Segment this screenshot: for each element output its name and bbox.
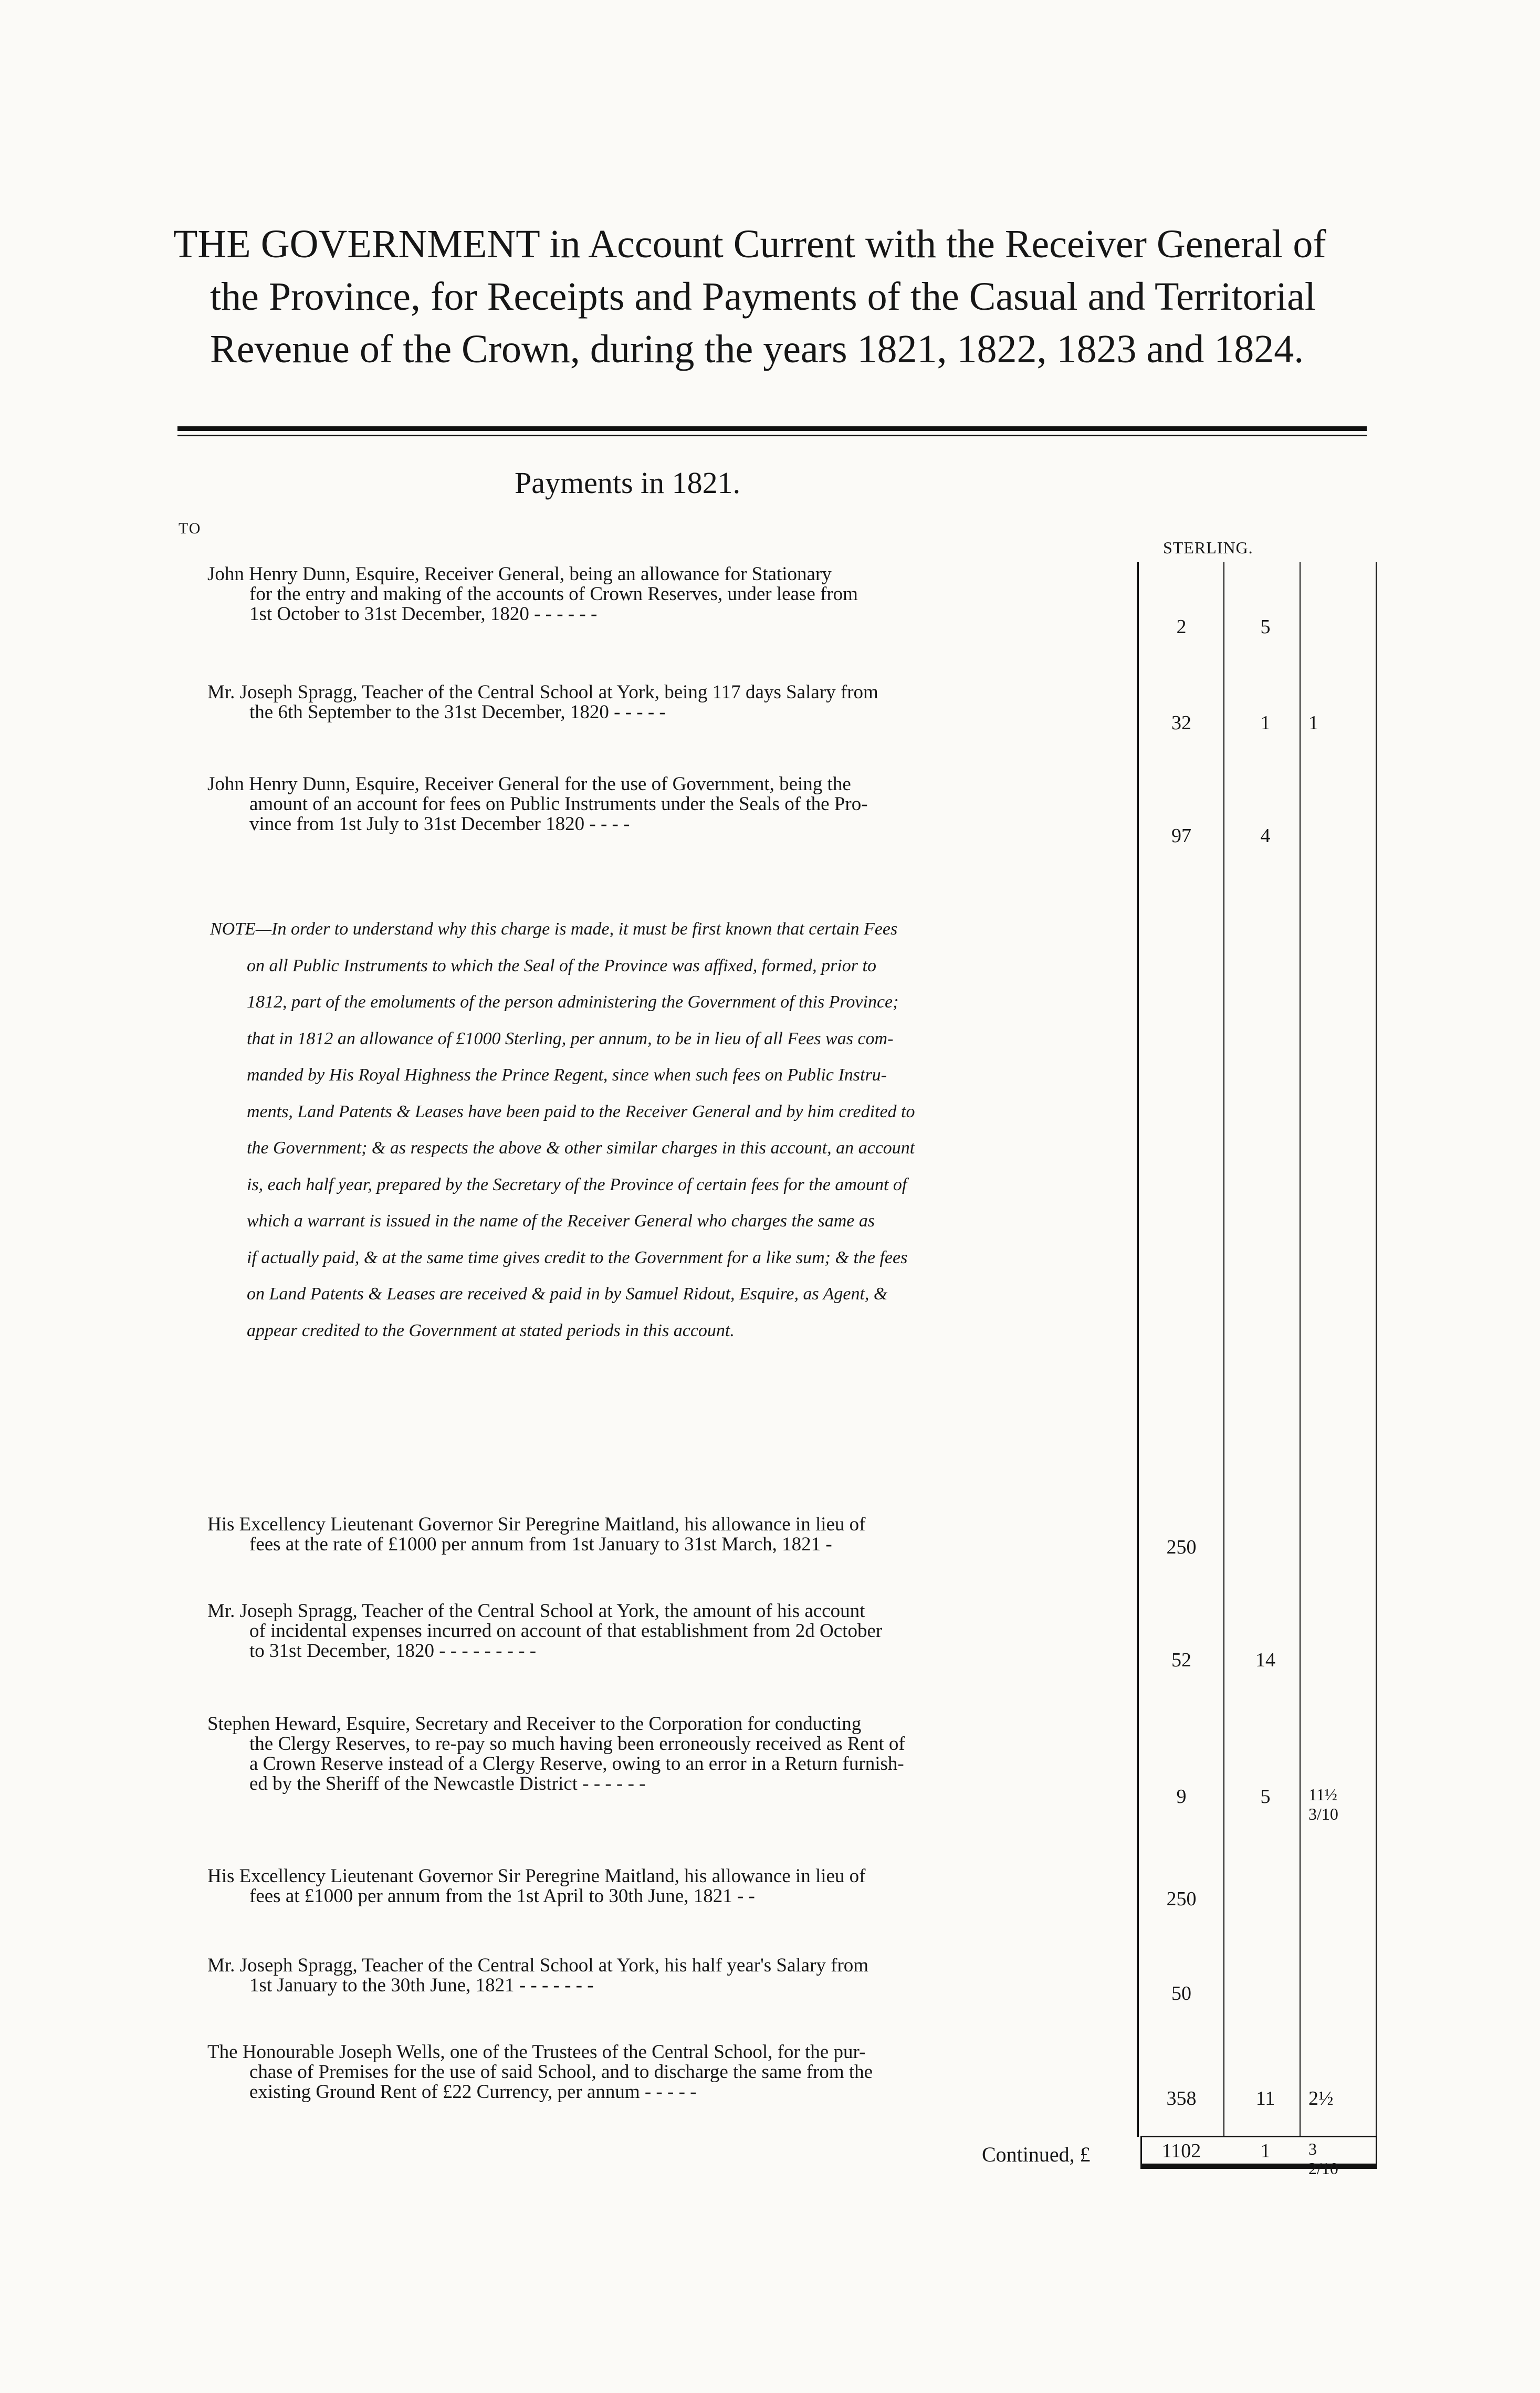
amount-pounds: 50: [1171, 1982, 1191, 2004]
to-label: TO: [179, 520, 202, 537]
ledger-entry: [207, 683, 1116, 722]
ledger-entry: [207, 1601, 1116, 1661]
note-line: if actually paid, & at the same time gives credit to the Government for a like sum; & the fees: [247, 1247, 908, 1267]
heading-line-1: THE GOVERNMENT in Account Current with the Receiver General of: [173, 222, 1326, 266]
amount-pounds: 2: [1176, 616, 1187, 638]
ledger-entry: [207, 2042, 1116, 2102]
total-shillings: 1: [1260, 2140, 1271, 2162]
explanatory-note: [210, 911, 1134, 1349]
amount-pence: 2½: [1308, 2087, 1334, 2109]
entry-line: to 31st December, 1820 - - - - - - - - -: [249, 1640, 537, 1662]
amount-shillings: 14: [1255, 1649, 1275, 1671]
entry-line: Mr. Joseph Spragg, Teacher of the Central School at York, being 117 days Salary from: [207, 681, 878, 703]
entry-line: John Henry Dunn, Esquire, Receiver General, being an allowance for Stationary: [207, 563, 832, 585]
amount-pounds: 250: [1166, 1888, 1197, 1910]
ledger-entry: [207, 1956, 1116, 1996]
amount-pounds: 32: [1171, 712, 1191, 734]
amount-pence: 11½ 3/10: [1308, 1785, 1338, 1823]
column-rule-shillings: [1300, 562, 1301, 2137]
amount-pounds: 358: [1166, 2087, 1197, 2109]
entry-line: fees at £1000 per annum from the 1st April to 30th June, 1821 - -: [249, 1885, 755, 1907]
note-line: on Land Patents & Leases are received & paid in by Samuel Ridout, Esquire, as Agent, &: [247, 1284, 888, 1304]
amount-shillings: 5: [1260, 616, 1271, 638]
entry-line: 1st January to the 30th June, 1821 - - - - - - -: [249, 1975, 594, 1996]
entry-line: fees at the rate of £1000 per annum from 1st January to 31st March, 1821 -: [249, 1534, 832, 1555]
heading-rule-thin: [177, 435, 1367, 436]
amount-pounds: 250: [1166, 1536, 1197, 1558]
entry-line: Mr. Joseph Spragg, Teacher of the Central School at York, his half year's Salary from: [207, 1955, 869, 1976]
ledger-entry: [207, 1866, 1116, 1906]
entry-line: Mr. Joseph Spragg, Teacher of the Central School at York, the amount of his account: [207, 1600, 865, 1622]
entry-line: of incidental expenses incurred on account of that establishment from 2d October: [249, 1620, 883, 1642]
entry-line: His Excellency Lieutenant Governor Sir Peregrine Maitland, his allowance in lieu of: [207, 1514, 866, 1535]
entry-line: amount of an account for fees on Public Instruments under the Seals of the Pro-: [249, 793, 868, 815]
entry-line: His Excellency Lieutenant Governor Sir Peregrine Maitland, his allowance in lieu of: [207, 1865, 866, 1887]
note-line: which a warrant is issued in the name of the Receiver General who charges the same as: [247, 1211, 875, 1231]
note-line: on all Public Instruments to which the Seal of the Province was affixed, formed, prior to: [247, 956, 876, 975]
amount-pounds: 97: [1171, 825, 1191, 847]
amount-shillings: 11: [1255, 2087, 1275, 2109]
document-heading: [173, 218, 1433, 375]
entry-line: the Clergy Reserves, to re-pay so much having been erroneously received as Rent of: [249, 1733, 905, 1755]
note-line: appear credited to the Government at stated periods in this account.: [247, 1320, 735, 1340]
entry-line: the 6th September to the 31st December, 1820 - - - - -: [249, 701, 666, 723]
note-line: that in 1812 an allowance of £1000 Sterling, per annum, to be in lieu of all Fees was com-: [247, 1028, 894, 1048]
total-pence: 3 2/10: [1308, 2139, 1338, 2178]
entry-line: John Henry Dunn, Esquire, Receiver General for the use of Government, being the: [207, 773, 851, 795]
amount-shillings: 4: [1260, 825, 1271, 847]
ledger-entry: [207, 564, 1116, 624]
entry-line: vince from 1st July to 31st December 1820 - - - -: [249, 813, 630, 835]
entry-line: chase of Premises for the use of said School, and to discharge the same from the: [249, 2061, 873, 2083]
column-rule-left: [1137, 562, 1139, 2137]
heading-rule-thick: [177, 426, 1367, 431]
currency-header: STERLING.: [1163, 538, 1253, 557]
entry-line: a Crown Reserve instead of a Clergy Reserve, owing to an error in a Return furnish-: [249, 1753, 904, 1775]
note-line: 1812, part of the emoluments of the person administering the Government of this Province;: [247, 992, 899, 1012]
note-line: manded by His Royal Highness the Prince Regent, since when such fees on Public Instru-: [247, 1065, 887, 1085]
entry-line: ed by the Sheriff of the Newcastle District - - - - - -: [249, 1773, 646, 1794]
note-line: ments, Land Patents & Leases have been paid to the Receiver General and by him credited to: [247, 1101, 915, 1121]
amount-shillings: 1: [1260, 712, 1271, 734]
ledger-entry: [207, 774, 1116, 834]
entry-line: existing Ground Rent of £22 Currency, per annum - - - - -: [249, 2081, 697, 2103]
amount-pounds: 52: [1171, 1649, 1191, 1671]
section-title: Payments in 1821.: [515, 466, 741, 500]
amount-pounds: 9: [1176, 1786, 1187, 1808]
amount-pence: 1: [1308, 712, 1318, 734]
ledger-entry: [207, 1515, 1116, 1555]
ledger-entry: [207, 1714, 1116, 1794]
continued-label: Continued, £: [982, 2143, 1091, 2166]
heading-line-2: the Province, for Receipts and Payments of the Casual and Territorial: [210, 275, 1316, 319]
entry-line: for the entry and making of the accounts of Crown Reserves, under lease from: [249, 583, 858, 605]
column-rule-pounds: [1223, 562, 1224, 2137]
heading-line-3: Revenue of the Crown, during the years 1821, 1822, 1823 and 1824.: [210, 327, 1304, 371]
note-line: the Government; & as respects the above & other similar charges in this account, an account: [247, 1138, 915, 1158]
entry-line: Stephen Heward, Esquire, Secretary and Receiver to the Corporation for conducting: [207, 1713, 862, 1735]
note-line: NOTE—In order to understand why this charge is made, it must be first known that certain Fees: [210, 919, 898, 939]
column-rule-right: [1376, 562, 1377, 2137]
note-line: is, each half year, prepared by the Secretary of the Province of certain fees for the amount of: [247, 1174, 907, 1194]
entry-line: 1st October to 31st December, 1820 - - - - - -: [249, 603, 598, 625]
amount-shillings: 5: [1260, 1786, 1271, 1808]
total-pounds: 1102: [1161, 2140, 1201, 2162]
entry-line: The Honourable Joseph Wells, one of the Trustees of the Central School, for the pur-: [207, 2041, 866, 2063]
